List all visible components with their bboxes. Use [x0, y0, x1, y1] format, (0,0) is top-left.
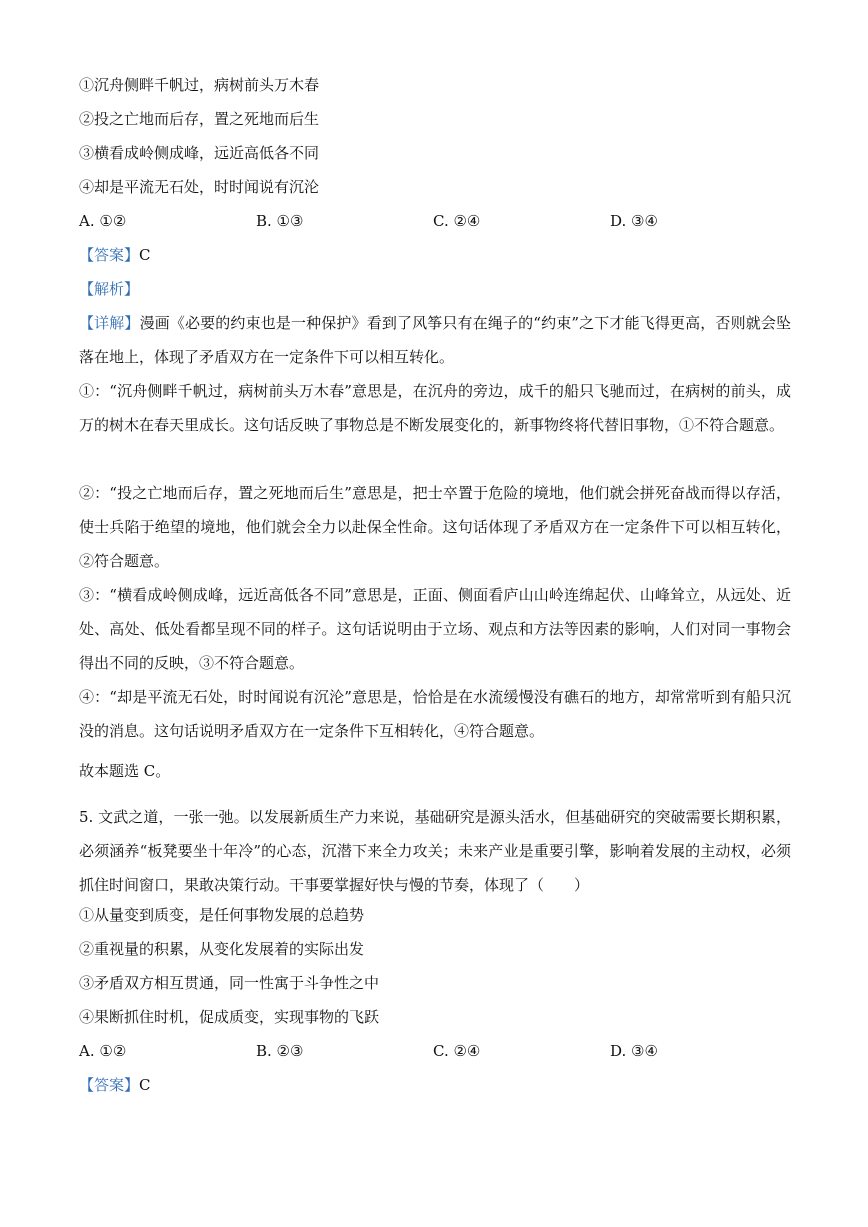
q5-answer — [79, 1075, 794, 1095]
analysis-tag: 【解析】 — [79, 280, 140, 298]
answer-value: C — [139, 1076, 151, 1094]
q4-explanation-4: ④：“却是平流无石处，时时闻说有沉沦”意思是，恰恰是在水流缓慢没有礁石的地方，却常常听到有船只沉没的消息。这句话说明矛盾双方在一定条件下互相转化，④符合题意。 — [79, 688, 791, 740]
q5-stem: 5. 文武之道，一张一弛。以发展新质生产力来说，基础研究是源头活水，但基础研究的突破需要长期积累，必须涵养“板凳要坐十年冷”的心态，沉潜下来全力攻关；未来产业是重要引擎，影响着发展的主动权，必须抓住时间窗口，果敢决策行动。干事要掌握好快与慢的节奏，体现了（ ） — [79, 808, 791, 894]
q4-analysis-tag — [79, 279, 794, 299]
q4-statement-1: ①沉舟侧畔千帆过，病树前头万木春 — [79, 76, 320, 94]
q4-statement-2: ②投之亡地而后存，置之死地而后生 — [79, 110, 320, 128]
answer-tag: 【答案】 — [79, 246, 140, 264]
q5-option-c: C. ②④ — [433, 1042, 481, 1060]
q4-options — [79, 211, 794, 231]
q5-option-d: D. ③④ — [610, 1042, 658, 1060]
q4-option-c: C. ②④ — [433, 212, 481, 230]
q4-statement-4: ④却是平流无石处，时时闻说有沉沦 — [79, 178, 320, 196]
q5-options — [79, 1041, 794, 1061]
q4-option-b: B. ①③ — [256, 212, 304, 230]
answer-tag: 【答案】 — [79, 1076, 140, 1094]
q4-explanation-3: ③：“横看成岭侧成峰，远近高低各不同”意思是，正面、侧面看庐山山岭连绵起伏、山峰耸立，从远处、近处、高处、低处看都呈现不同的样子。这句话说明由于立场、观点和方法等因素的影响，人们对同一事物会得出不同的反映，③不符合题意。 — [79, 586, 791, 672]
q4-option-d: D. ③④ — [610, 212, 658, 230]
q4-explanation-2: ②：“投之亡地而后存，置之死地而后生”意思是，把士卒置于危险的境地，他们就会拼死奋战而得以存活，使士兵陷于绝望的境地，他们就会全力以赴保全性命。这句话体现了矛盾双方在一定条件下可以相互转化，②符合题意。 — [79, 484, 791, 570]
q4-answer — [79, 245, 794, 265]
q4-detail — [79, 306, 791, 374]
q5-option-b: B. ②③ — [256, 1042, 304, 1060]
q5-statement-4: ④果断抓住时机，促成质变，实现事物的飞跃 — [79, 1008, 380, 1026]
q4-conclusion: 故本题选 C。 — [79, 762, 171, 780]
q5-statement-3: ③矛盾双方相互贯通，同一性寓于斗争性之中 — [79, 974, 380, 992]
answer-value: C — [139, 246, 151, 264]
detail-text: 漫画《必要的约束也是一种保护》看到了风筝只有在绳子的“约束”之下才能飞得更高，否则就会坠落在地上，体现了矛盾双方在一定条件下可以相互转化。 — [79, 314, 791, 366]
q5-statement-2: ②重视量的积累，从变化发展着的实际出发 — [79, 940, 365, 958]
q4-statement-3: ③横看成岭侧成峰，远近高低各不同 — [79, 144, 320, 162]
detail-tag: 【详解】 — [79, 314, 140, 332]
q4-option-a: A. ①② — [79, 212, 127, 230]
q5-option-a: A. ①② — [79, 1042, 127, 1060]
q5-statement-1: ①从量变到质变，是任何事物发展的总趋势 — [79, 906, 365, 924]
q4-explanation-1: ①：“沉舟侧畔千帆过，病树前头万木春”意思是，在沉舟的旁边，成千的船只飞驰而过，在病树的前头，成万的树木在春天里成长。这句话反映了事物总是不断发展变化的，新事物终将代替旧事物，①不符合题意。 — [79, 382, 791, 434]
